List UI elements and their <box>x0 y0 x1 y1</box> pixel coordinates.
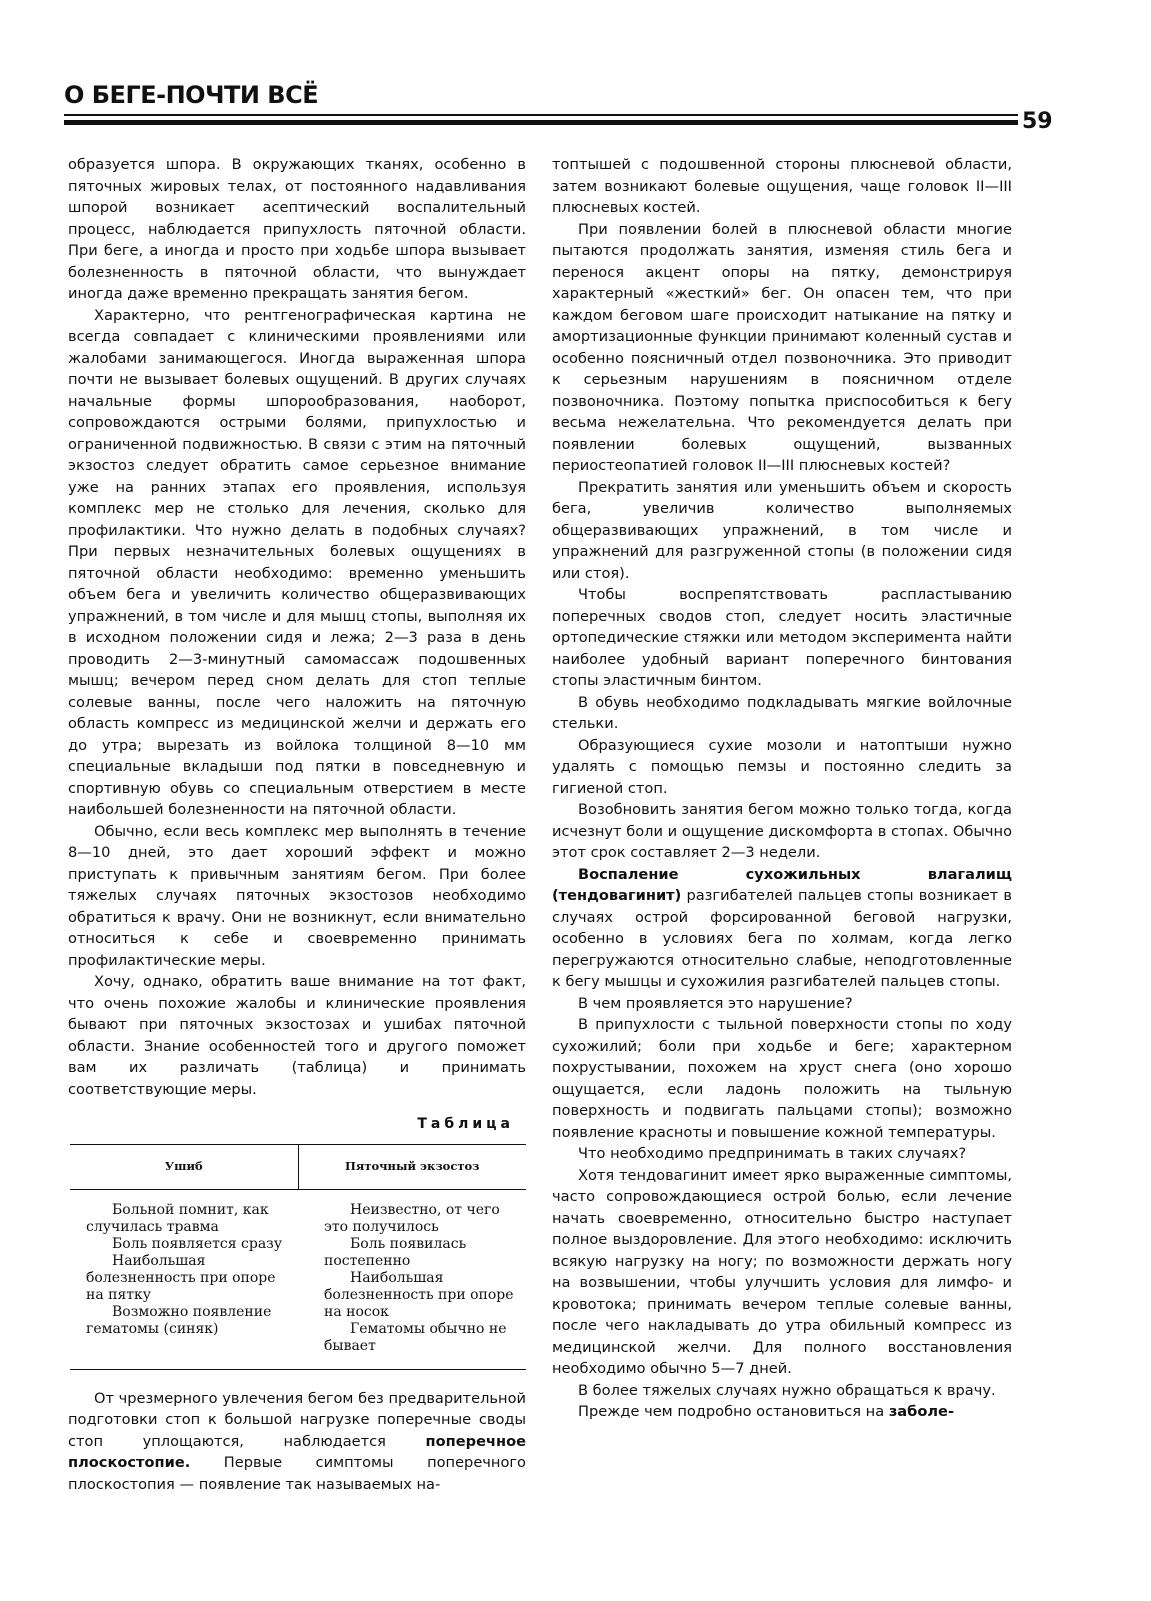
right-column <box>552 154 1012 1423</box>
term-bold: поперечное плоскостопие. <box>68 1432 526 1471</box>
text-run: От чрезмерного увлечения бегом без предварительной подготовки стоп к большой нагрузке поперечные своды стоп уплощаются, наблюдается <box>68 1389 526 1450</box>
text-run: Прежде чем подробно остановиться на <box>578 1403 889 1420</box>
table-header-bruise: Ушиб <box>70 1145 299 1189</box>
paragraph: Прекратить занятия или уменьшить объем и скорость бега, увеличив количество выполняемых общеразвивающих упражнений, в том числе и упражнений для разгруженной стопы (в положении сидя или стоя). <box>552 478 1012 582</box>
paragraph: Хотя тендовагинит имеет ярко выраженные симптомы, часто сопровождающиеся острой болью, если лечение начать своевременно, относительно быстро наступает полное выздоровление. Для этого необходимо: исключить всякую нагрузку на ногу; по возможности держать ногу на возвышении, чтобы улучшить условия для лимфо- и кровотока; принимать вечером теплые солевые ванны, после чего накладывать до утра обильный компресс из медицинской желчи. Для полного восстановления необходимо обычно 5—7 дней. <box>552 1166 1012 1377</box>
table-cell: Неизвестно, от чего это получилось <box>324 1201 500 1235</box>
paragraph <box>552 864 1012 993</box>
page-number: 59 <box>1022 109 1053 134</box>
table-cell: Гематомы обычно не бывает <box>324 1320 507 1354</box>
paragraph: При появлении болей в плюсневой области многие пытаются продолжать занятия, изменяя стиль бега и перенося акцент опоры на пятку, демонстрируя характерный «жесткий» бег. Он опасен тем, что при каждом беговом шаге происходит натыкание на пятку и амортизационные функции принимают коленный сустав и особенно поясничный отдел позвоночника. Это приводит к серьезным нарушениям в поясничном отделе позвоночника. Поэтому попытка приспособиться к бегу весьма нежелательна. Что рекомендуется делать при появлении болевых ощущений, вызванных периостеопатией головок II—III плюсневых костей? <box>552 220 1012 474</box>
text-run: разгибателей пальцев стопы возникает в случаях острой форсированной беговой нагрузки, особенно в условиях бега по холмам, когда легко перегружаются относительно слабые, неподготовленные к бегу мышцы и сухожилия разгибателей пальцев стопы. <box>552 887 1012 990</box>
left-column <box>68 154 526 1495</box>
table-cell: Наибольшая болезненность при опоре на пятку <box>86 1252 276 1303</box>
table-header-row <box>70 1145 526 1190</box>
table-cell: Больной помнит, как случилась травма <box>86 1201 269 1235</box>
table-label: Таблица <box>417 1116 514 1132</box>
paragraph: В чем проявляется это нарушение? <box>578 994 853 1012</box>
paragraph: В более тяжелых случаях нужно обращаться к врачу. <box>578 1381 996 1399</box>
table-column-exostosis <box>298 1202 526 1355</box>
running-title: О БЕГЕ-ПОЧТИ ВСЁ <box>64 81 319 109</box>
paragraph: Образующиеся сухие мозоли и натоптыши нужно удалять с помощью пемзы и постоянно следить за гигиеной стоп. <box>552 736 1012 797</box>
table-cell: Возможно появление гематомы (синяк) <box>86 1303 272 1337</box>
page-header <box>64 80 1088 140</box>
table-cell: Боль появляется сразу <box>112 1235 283 1252</box>
paragraph: В обувь необходимо подкладывать мягкие войлочные стельки. <box>552 693 1012 732</box>
header-rule-thick <box>64 120 1018 125</box>
header-rule-thin <box>64 114 1018 116</box>
table-header-exostosis: Пяточный экзостоз <box>344 1159 480 1173</box>
paragraph: Хочу, однако, обратить ваше внимание на тот факт, что очень похожие жалобы и клинические проявления бывают при пяточных экзостозах и ушибах пяточной области. Знание особенностей того и другого поможет вам их различать (таблица) и принимать соответствующие меры. <box>68 973 526 1098</box>
paragraph <box>68 1388 526 1496</box>
paragraph: Что необходимо предпринимать в таких случаях? <box>578 1145 967 1162</box>
table-column-bruise <box>70 1202 298 1355</box>
paragraph: Возобновить занятия бегом можно только тогда, когда исчезнут боли и ощущение дискомфорта в стопах. Обычно этот срок составляет 2—3 недели. <box>552 801 1012 861</box>
term-bold: Воспаление сухожильных влагалищ (тендовагинит) <box>552 865 1012 904</box>
comparison-table <box>70 1144 526 1370</box>
paragraph: В припухлости с тыльной поверхности стопы по ходу сухожилий; боли при ходьбе и беге; характерном похрустывании, похожем на хруст снега (оно хорошо ощущается, если ладонь положить на тыльную поверхность и подвигать пальцами стопы); возможно появление красноты и повышение кожной температуры. <box>552 1016 1012 1141</box>
text-run: Первые симптомы поперечного плоскостопия — появление так называемых на- <box>68 1454 526 1493</box>
paragraph: Характерно, что рентгенографическая картина не всегда совпадает с клиническими проявлениями или жалобами занимающегося. Иногда выраженная шпора почти не вызывает болевых ощущений. В других случаях начальные формы шпорообразования, наоборот, сопровождаются острыми болями, припухлостью и ограниченной подвижностью. В связи с этим на пяточный экзостоз следует обратить самое серьезное внимание уже на ранних этапах его проявления, используя комплекс мер не столько для лечения, сколько для профилактики. Что нужно делать в подобных случаях? При первых незначительных болевых ощущениях в пяточной области необходимо: временно уменьшить объем бега и увеличить количество общеразвивающих упражнений, в том числе и для мышц стопы, выполняя их в исходном положении сидя и лежа; 2—3 раза в день проводить 2—3-минутный самомассаж подошвенных мышц; вечером перед сном делать для стоп теплые солевые ванны, после чего наложить на пяточную область компресс из медицинской желчи и держать его до утра; вырезать из войлока толщиной 8—10 мм специальные вкладыши под пятки в повседневную и спортивную обувь со специальным отверстием в месте наибольшей болезненности на пяточной области. <box>68 306 526 818</box>
table-cell: Наибольшая болезненность при опоре на носок <box>324 1269 514 1320</box>
table-body <box>70 1190 526 1369</box>
paragraph: образуется шпора. В окружающих тканях, особенно в пяточных жировых телах, от постоянного надавливания шпорой возникает асептический воспалительный процесс, наблюдается припухлость пяточной области. При беге, а иногда и просто при ходьбе шпора вызывает болезненность в пяточной области, что вынуждает иногда даже временно прекращать занятия бегом. <box>68 156 526 302</box>
paragraph: топтышей с подошвенной стороны плюсневой области, затем возникают болевые ощущения, чаще головок II—III плюсневых костей. <box>552 156 1012 216</box>
paragraph: Обычно, если весь комплекс мер выполнять в течение 8—10 дней, это дает хороший эффект и можно приступать к привычным занятиям бегом. При более тяжелых случаях пяточных экзостозов необходимо обратиться к врачу. Они не возникнут, если внимательно относиться к себе и своевременно принимать профилактические меры. <box>68 822 526 969</box>
paragraph <box>552 1401 1012 1423</box>
paragraph: Чтобы воспрепятствовать распластыванию поперечных сводов стоп, следует носить эластичные ортопедические стяжки или методом эксперимента найти наиболее удобный вариант поперечного бинтования стопы эластичным бинтом. <box>552 586 1012 689</box>
term-bold: заболе- <box>888 1403 954 1420</box>
table-cell: Боль появилась постепенно <box>324 1235 467 1269</box>
